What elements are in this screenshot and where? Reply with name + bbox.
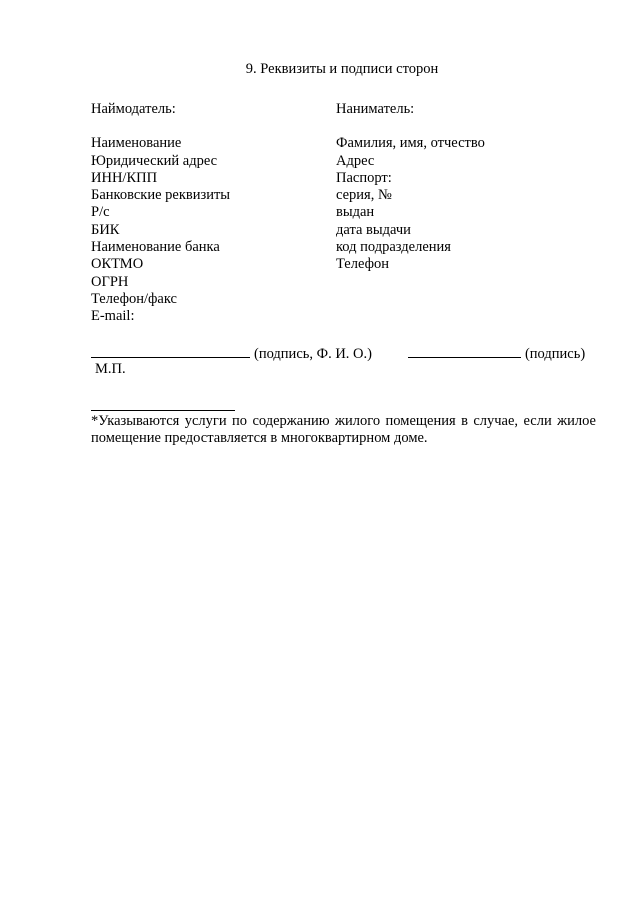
section-title: 9. Реквизиты и подписи сторон [245, 61, 439, 77]
landlord-field-oktmo: ОКТМО [91, 256, 144, 273]
tenant-field-issue-date: дата выдачи [336, 221, 411, 238]
landlord-field-bank-details: Банковские реквизиты [91, 187, 231, 204]
landlord-field-legal-address: Юридический адрес [91, 152, 218, 169]
tenant-heading: Наниматель: [336, 101, 415, 117]
landlord-field-bank-name: Наименование банка [91, 239, 220, 256]
landlord-signature-caption: (подпись, Ф. И. О.) [254, 346, 372, 362]
tenant-block [336, 101, 485, 274]
tenant-field-phone: Телефон [336, 256, 389, 273]
landlord-field-account: Р/с [91, 204, 110, 221]
landlord-block [91, 101, 230, 326]
landlord-field-ogrn: ОГРН [91, 273, 129, 290]
tenant-field-series-number: серия, № [336, 187, 392, 204]
signature-row [91, 344, 596, 363]
tenant-field-passport: Паспорт: [336, 169, 392, 186]
landlord-field-email: E-mail: [91, 308, 135, 325]
landlord-heading: Наймодатель: [91, 101, 176, 117]
tenant-field-issued-by: выдан [336, 204, 375, 221]
tenant-field-full-name: Фамилия, имя, отчество [336, 135, 485, 152]
landlord-field-phone-fax: Телефон/факс [91, 290, 177, 307]
tenant-field-division-code: код подразделения [336, 239, 451, 256]
stamp-place-label: М.П. [95, 361, 126, 377]
landlord-field-bik: БИК [91, 221, 120, 238]
tenant-signature-line [408, 344, 521, 358]
tenant-field-address: Адрес [336, 152, 375, 169]
landlord-field-name: Наименование [91, 135, 182, 152]
landlord-field-inn-kpp: ИНН/КПП [91, 169, 158, 186]
footnote-text: *Указываются услуги по содержанию жилого помещения в случае, если жилое помещение предоставляется в многоквартирном доме. [91, 413, 596, 447]
landlord-signature-line [91, 344, 250, 358]
tenant-signature-caption: (подпись) [524, 346, 586, 362]
footnote-divider [91, 410, 235, 411]
